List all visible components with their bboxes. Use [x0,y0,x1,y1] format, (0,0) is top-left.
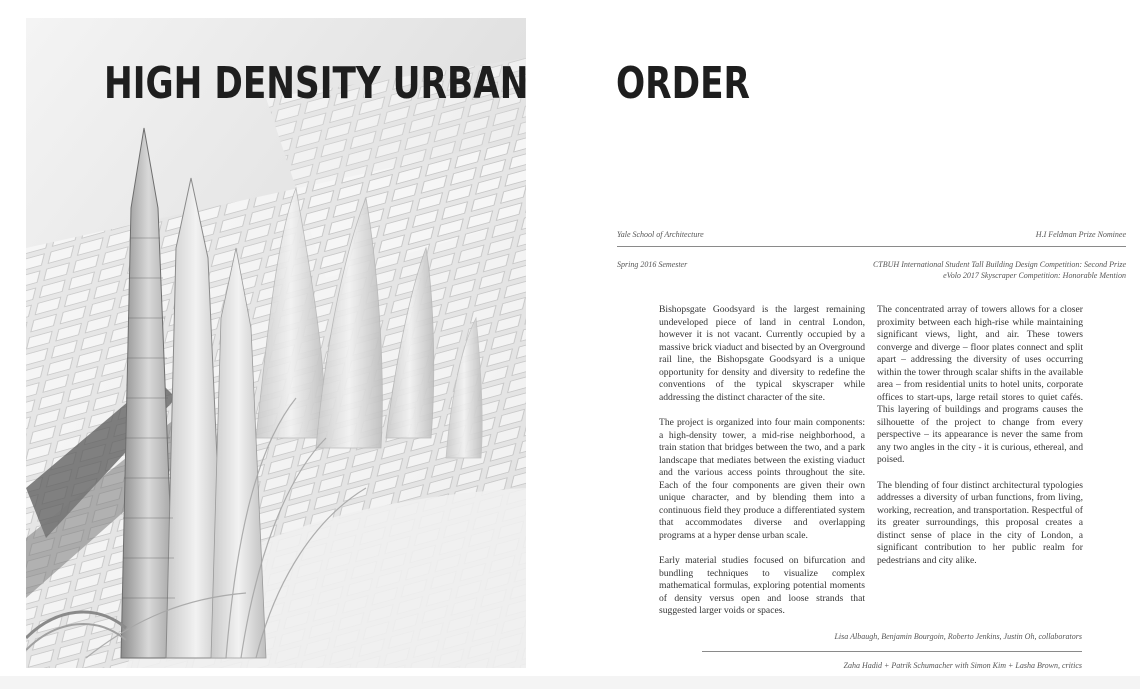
header-rule [617,246,1126,247]
paragraph: Bishopsgate Goodsyard is the largest remaining undeveloped piece of land in central London, however it is not vacant. Currently occupied by a massive brick viaduct and bisected by an Overground rail line, the Bishopsgate Goodsyard is a unique opportunity for density and diversity to redefine the conventions of the typical skyscraper while addressing the distinct character of the site. [659,304,865,403]
headline-left: HIGH DENSITY URBAN [104,58,529,109]
prize-label: H.I Feldman Prize Nominee [1035,230,1126,239]
critics-credit: Zaha Hadid + Patrik Schumacher with Simon Kim + Lasha Brown, critics [843,661,1082,670]
body-column-right [877,304,1083,580]
school-label: Yale School of Architecture [617,230,704,239]
collaborators-credit: Lisa Albaugh, Benjamin Bourgoin, Roberto Jenkins, Justin Oh, collaborators [834,632,1082,641]
headline-right: ORDER [616,58,750,109]
semester-label: Spring 2016 Semester [617,260,688,269]
page-bottom-edge [0,676,1140,689]
award-line-1: CTBUH International Student Tall Building Design Competition: Second Prize [872,260,1126,269]
award-line-2: eVolo 2017 Skyscraper Competition: Honorable Mention [943,271,1126,280]
credits-rule [702,651,1082,652]
paragraph: The blending of four distinct architectural typologies addresses a diversity of urban functions, from living, working, recreation, and transportation. Respectful of its greater surroundings, this proposal creates a distinct sense of place in the city of London, a significant contribution to her public realm for pedestrians and city alike. [877,479,1083,566]
paragraph: Early material studies focused on bifurcation and bundling techniques to visualize complex mathematical formulas, exploring potential moments of density versus open and loose strands that suggested larger voids or spaces. [659,555,865,616]
paragraph: The project is organized into four main components: a high-density tower, a mid-rise neighborhood, a train station that bridges between the two, and a park landscape that mediates between the existing viaduct and the various access points throughout the site. Each of the four components are given their own unique character, and by blending them into a continuous field they produce a differentiated system that accommodates diverse and overlapping programs at a hyper dense urban scale. [659,417,865,541]
body-column-left [659,304,865,631]
paragraph: The concentrated array of towers allows for a closer proximity between each high-rise while maintaining significant views, light, and air. These towers converge and diverge – floor plates connect and split apart – addressing the diversity of uses occurring within the tower through scalar shifts in the available area – from residential units to hotel units, corporate offices to start-ups, large retail stores to quiet cafés. This layering of buildings and programs causes the silhouette of the project to change from every perspective – its appearance is never the same from any two angles in the city - it is curious, ethereal, and poised. [877,304,1083,465]
